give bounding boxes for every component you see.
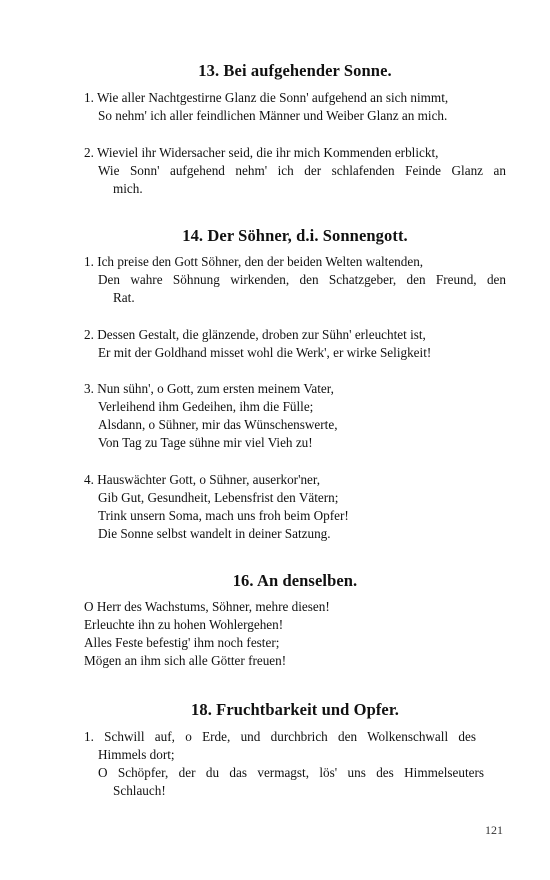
verse-line: Die Sonne selbst wandelt in deiner Satzung. bbox=[98, 526, 331, 541]
verse-line: Erleuchte ihn zu hohen Wohlergehen! bbox=[84, 617, 284, 632]
section-title: 18. Fruchtbarkeit und Opfer. bbox=[191, 700, 399, 719]
verse-line: Gib Gut, Gesundheit, Lebensfrist den Vätern; bbox=[98, 490, 339, 505]
verse-line: 2. Dessen Gestalt, die glänzende, droben zur Sühn' erleuchtet ist, bbox=[84, 327, 426, 342]
verse-line: O Herr des Wachstums, Söhner, mehre diesen! bbox=[84, 599, 330, 614]
verse-line: mich. bbox=[113, 181, 143, 196]
page-number: 121 bbox=[485, 823, 503, 837]
section-title: 13. Bei aufgehender Sonne. bbox=[198, 61, 392, 80]
verse-line: 1. Schwill auf, o Erde, und durchbrich den Wolkenschwall des bbox=[84, 729, 476, 744]
verse-line: Er mit der Goldhand misset wohl die Werk', er wirke Seligkeit! bbox=[98, 345, 432, 360]
section-title: 16. An denselben. bbox=[232, 571, 358, 590]
verse-line: Mögen an ihm sich alle Götter freuen! bbox=[84, 653, 287, 668]
verse-line: Himmels dort; bbox=[98, 747, 175, 762]
verse-line: So nehm' ich aller feindlichen Männer und Weiber Glanz an mich. bbox=[98, 108, 448, 123]
verse-line: Alles Feste befestig' ihm noch fester; bbox=[84, 635, 280, 650]
verse-line: Den wahre Söhnung wirkenden, den Schatzgeber, den Freund, den bbox=[98, 272, 506, 287]
verse-line: Verleihend ihm Gedeihen, ihm die Fülle; bbox=[98, 399, 314, 414]
verse-line: Alsdann, o Sühner, mir das Wünschenswerte, bbox=[98, 417, 338, 432]
verse-line: 1. Wie aller Nachtgestirne Glanz die Sonn' aufgehend an sich nimmt, bbox=[84, 90, 449, 105]
verse-line: 2. Wieviel ihr Widersacher seid, die ihr mich Kommenden erblickt, bbox=[84, 145, 439, 160]
verse-line: Schlauch! bbox=[113, 783, 166, 798]
verse-line: 4. Hauswächter Gott, o Sühner, auserkor'ner, bbox=[84, 472, 321, 487]
verse-line: Wie Sonn' aufgehend nehm' ich der schlafenden Feinde Glanz an bbox=[98, 163, 506, 178]
verse-line: O Schöpfer, der du das vermagst, lös' uns des Himmelseuters bbox=[98, 765, 484, 780]
section-title: 14. Der Söhner, d.i. Sonnengott. bbox=[182, 226, 408, 245]
verse-line: 1. Ich preise den Gott Söhner, den der beiden Welten waltenden, bbox=[84, 254, 424, 269]
verse-line: Von Tag zu Tage sühne mir viel Vieh zu! bbox=[98, 435, 313, 450]
verse-line: Rat. bbox=[113, 290, 135, 305]
verse-line: Trink unsern Soma, mach uns froh beim Opfer! bbox=[98, 508, 349, 523]
verse-line: 3. Nun sühn', o Gott, zum ersten meinem Vater, bbox=[84, 381, 334, 396]
